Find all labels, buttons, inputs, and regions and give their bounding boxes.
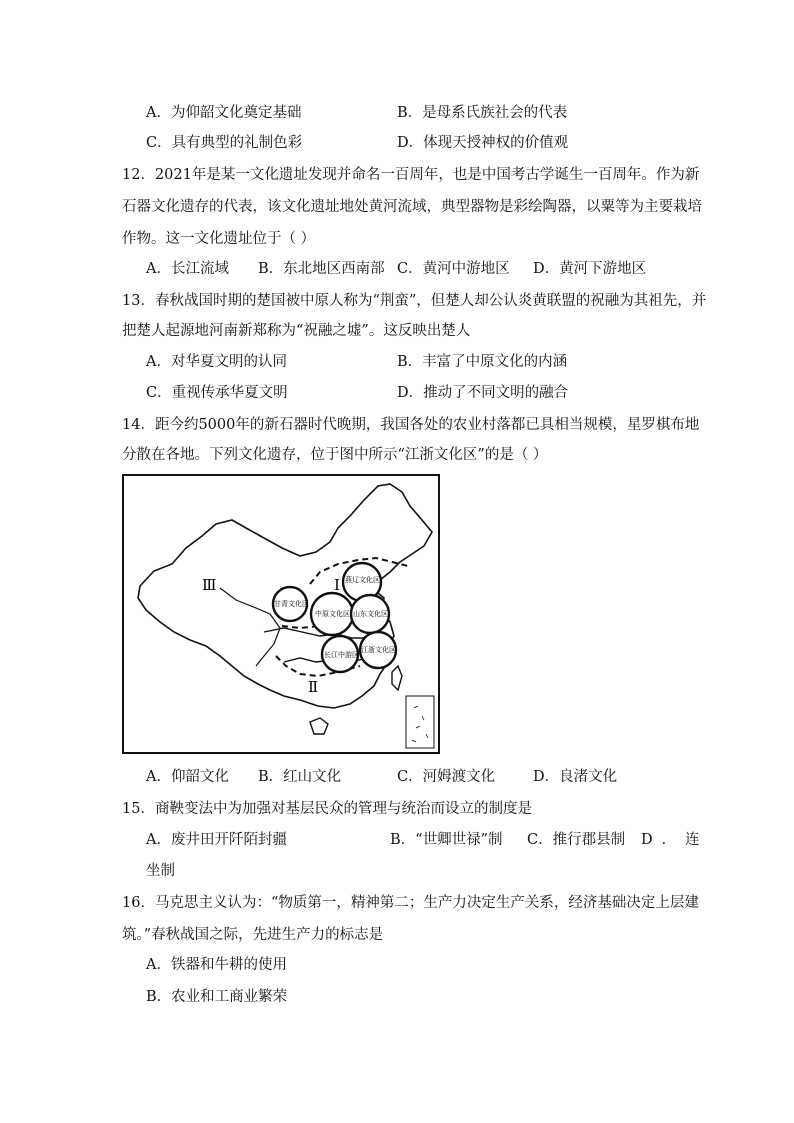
q16-option-a[interactable]: A．铁器和牛耕的使用 [146, 957, 287, 973]
q15-option-b[interactable]: B．“世卿世禄”制 [390, 832, 503, 848]
q11-option-a[interactable]: A．为仰韶文化奠定基础 [146, 105, 302, 121]
q12-option-b[interactable]: B．东北地区西南部 [258, 261, 385, 277]
region-i-label: Ⅰ [334, 576, 340, 594]
q14-stem-line2: 分散在各地。下列文化遗存，位于图中所示“江浙文化区”的是（ ） [122, 447, 548, 463]
label-jiangzhe: 江浙文化区 [361, 646, 396, 654]
inset-islands [412, 706, 428, 742]
region-ii-label: Ⅱ [308, 678, 319, 696]
q14-option-b[interactable]: B．红山文化 [258, 769, 342, 785]
q16-option-b[interactable]: B．农业和工商业繁荣 [146, 989, 288, 1005]
q15-option-d-continued: 坐制 [146, 863, 175, 879]
q16-stem-line2: 筑。”春秋战国之际，先进生产力的标志是 [122, 927, 384, 943]
q13-option-b[interactable]: B．丰富了中原文化的内涵 [397, 354, 568, 370]
label-zhongyuan: 中原文化区 [315, 610, 350, 618]
q15-stem-line1: 15．商鞅变法中为加强对基层民众的管理与统治而设立的制度是 [122, 801, 532, 817]
south-sea-inset [406, 696, 434, 748]
q12-stem-line3: 作物。这一文化遗址位于（ ） [122, 231, 316, 247]
label-changjiang: 长江中游区 [324, 651, 359, 659]
q13-option-a[interactable]: A．对华夏文明的认同 [146, 354, 287, 370]
china-culture-map [122, 474, 440, 754]
q12-stem-line1: 12．2021年是某一文化遗址发现并命名一百周年，也是中国考古学诞生一百周年。作为新 [122, 167, 700, 183]
region-iii-label: Ⅲ [202, 576, 217, 594]
inner-boundary [220, 588, 280, 666]
q12-option-a[interactable]: A．长江流域 [146, 261, 229, 277]
q15-option-d[interactable]: D．连 [641, 832, 709, 848]
q12-option-c[interactable]: C．黄河中游地区 [397, 261, 510, 277]
q15-option-a[interactable]: A．废井田开阡陌封疆 [146, 832, 287, 848]
label-ganqing: 甘青文化区 [274, 600, 309, 608]
taiwan-island [392, 666, 402, 690]
river-upper [264, 628, 368, 638]
q11-option-d[interactable]: D．体现天授神权的价值观 [397, 135, 569, 151]
q14-option-c[interactable]: C．河姆渡文化 [397, 769, 496, 785]
q15-option-c[interactable]: C．推行郡县制 [527, 832, 626, 848]
q11-option-c[interactable]: C．具有典型的礼制色彩 [146, 135, 303, 151]
q12-option-d[interactable]: D．黄河下游地区 [533, 261, 647, 277]
q13-option-d[interactable]: D．推动了不同文明的融合 [397, 385, 569, 401]
q12-stem-line2: 石器文化遗存的代表，该文化遗址地处黄河流域，典型器物是彩绘陶器，以粟等为主要栽培 [122, 199, 702, 215]
q13-stem-line2: 把楚人起源地河南新郑称为“祝融之墟”。这反映出楚人 [122, 323, 471, 339]
q16-stem-line1: 16．马克思主义认为：“物质第一，精神第二；生产力决定生产关系，经济基础决定上层建 [122, 895, 699, 911]
hainan-island [310, 718, 328, 734]
q14-stem-line1: 14．距今约5000年的新石器时代晚期，我国各处的农业村落都已具相当规模，星罗棋布地 [122, 417, 700, 433]
q13-stem-line1: 13．春秋战国时期的楚国被中原人称为“荆蛮”，但楚人却公认炎黄联盟的祝融为其祖先，并 [122, 293, 707, 309]
label-shandong: 山东文化区 [353, 610, 388, 618]
map-svg [124, 476, 438, 752]
q11-option-b[interactable]: B．是母系氏族社会的代表 [397, 105, 568, 121]
q14-option-a[interactable]: A．仰韶文化 [146, 769, 229, 785]
label-yanliao: 燕辽文化区 [345, 576, 380, 584]
q14-option-d[interactable]: D．良渚文化 [533, 769, 618, 785]
q13-option-c[interactable]: C．重视传承华夏文明 [146, 385, 288, 401]
